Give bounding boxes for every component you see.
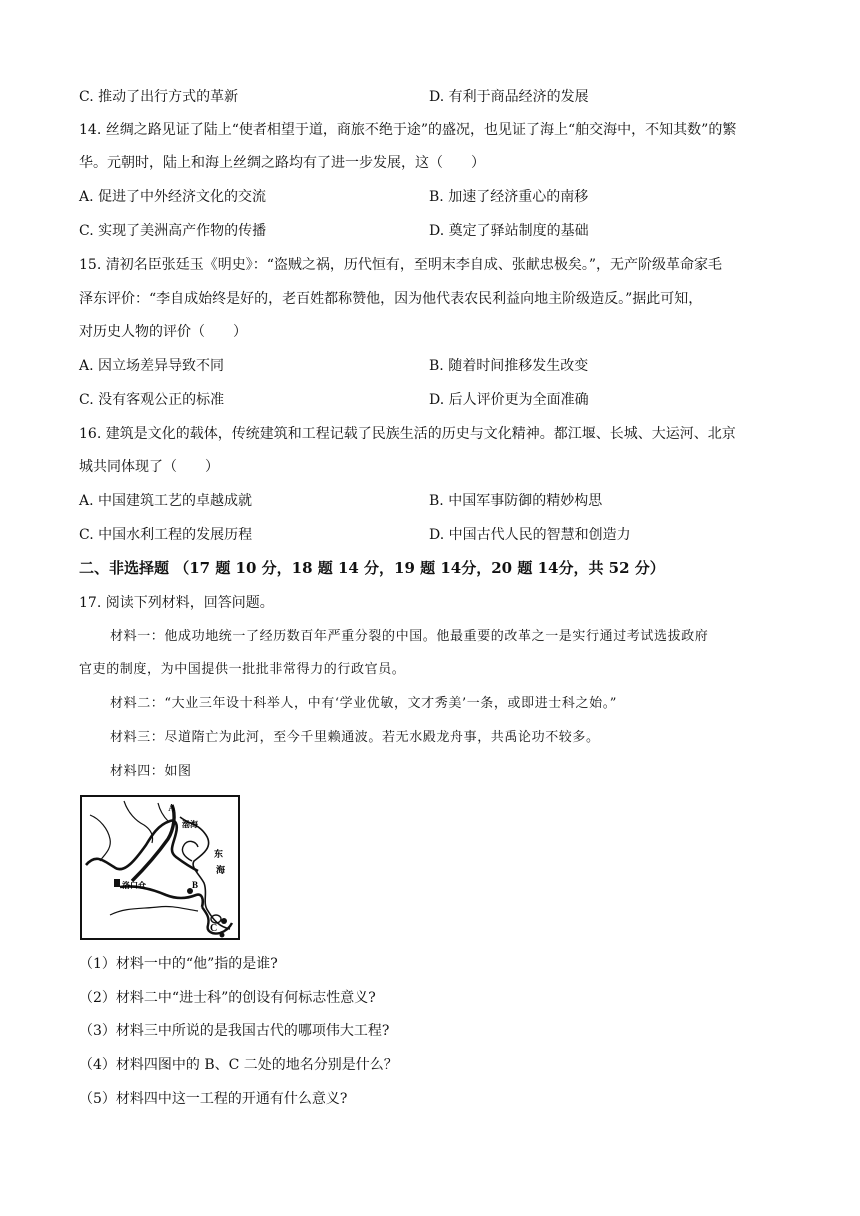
map-label-luokoucang: 洛口仓 — [122, 881, 146, 890]
q17-material1-line1: 材料一：他成功地统一了经历数百年严重分裂的中国。他最重要的改革之一是实行通过考试选拔政府 — [110, 629, 709, 644]
map-label-donghai-1: 东 — [214, 850, 224, 860]
q16-option-b[interactable]: B. 中国军事防御的精妙构思 — [429, 493, 603, 509]
q16-stem-line1: 16. 建筑是文化的载体，传统建筑和工程记载了民族生活的历史与文化精神。都江堰、长城、大运河、北京 — [79, 426, 736, 442]
point-c-marker — [220, 933, 225, 938]
q17-material1-line2: 官吏的制度，为中国提供一批批非常得力的行政官员。 — [79, 662, 406, 677]
q14-stem-line2: 华。元朝时，陆上和海上丝绸之路均有了进一步发展，这（ ） — [79, 155, 485, 171]
q16-options-cd — [79, 525, 799, 545]
q16-options-ab — [79, 491, 799, 511]
q14-option-d[interactable]: D. 奠定了驿站制度的基础 — [429, 223, 589, 239]
q17-material4: 材料四：如图 — [110, 764, 192, 779]
q17-intro: 17. 阅读下列材料，回答问题。 — [79, 595, 274, 611]
section2-title: 二、非选择题 （17 题 10 分，18 题 14 分，19 题 14分，20 题 14分，共 52 分） — [79, 559, 665, 577]
map-label-donghai-2: 海 — [216, 866, 226, 876]
map-label-a: A — [168, 803, 176, 814]
q13-option-d[interactable]: D. 有利于商品经济的发展 — [429, 89, 589, 105]
map-label-c: C — [210, 923, 218, 934]
luokoucang-marker — [114, 879, 120, 887]
q15-option-b[interactable]: B. 随着时间推移发生改变 — [429, 358, 589, 374]
grand-canal-map — [80, 795, 240, 940]
q15-stem-line3: 对历史人物的评价（ ） — [79, 324, 247, 340]
q15-options-ab — [79, 356, 799, 376]
q14-option-b[interactable]: B. 加速了经济重心的南移 — [429, 189, 589, 205]
q16-option-d[interactable]: D. 中国古代人民的智慧和创造力 — [429, 527, 631, 543]
q15-stem-line1: 15. 清初名臣张廷玉《明史》：“盗贼之祸，历代恒有，至明末李自成、张献忠极矣。”，无产阶级革命家毛 — [79, 257, 723, 273]
q17-sub1: （1）材料一中的“他”指的是谁? — [79, 956, 278, 972]
q17-material2: 材料二：“大业三年设十科举人，中有‘学业优敏，文才秀美’一条，或即进士科之始。” — [110, 696, 618, 711]
q14-options-ab — [79, 187, 799, 207]
q13-option-c[interactable]: C. 推动了出行方式的革新 — [79, 89, 239, 105]
q15-option-d[interactable]: D. 后人评价更为全面准确 — [429, 392, 589, 408]
q17-sub4: （4）材料四图中的 B、C 二处的地名分别是什么？ — [79, 1057, 398, 1073]
q14-stem-line1: 14. 丝绸之路见证了陆上“使者相望于道，商旅不绝于途”的盛况，也见证了海上“舶交海中，不知其数”的繁 — [79, 122, 737, 138]
q13-options-cd — [79, 87, 799, 107]
q15-options-cd — [79, 390, 799, 410]
q14-option-a[interactable]: A. 促进了中外经济文化的交流 — [79, 189, 267, 205]
q14-options-cd — [79, 221, 799, 241]
q16-stem-line2: 城共同体现了（ ） — [79, 459, 219, 475]
q15-stem-line2: 泽东评价：“李自成始终是好的，老百姓都称赞他，因为他代表农民利益向地主阶级造反。”据此可知， — [79, 291, 703, 307]
q15-option-a[interactable]: A. 因立场差异导致不同 — [79, 358, 225, 374]
lake-small — [221, 918, 227, 924]
map-label-b: B — [192, 880, 199, 890]
q16-option-a[interactable]: A. 中国建筑工艺的卓越成就 — [79, 493, 253, 509]
q14-option-c[interactable]: C. 实现了美洲高产作物的传播 — [79, 223, 267, 239]
q17-sub5: （5）材料四中这一工程的开通有什么意义? — [79, 1091, 348, 1107]
map-label-bohai: 渤海 — [182, 820, 198, 829]
q16-option-c[interactable]: C. 中国水利工程的发展历程 — [79, 527, 253, 543]
q17-sub3: （3）材料三中所说的是我国古代的哪项伟大工程? — [79, 1023, 390, 1039]
q17-material3: 材料三：尽道隋亡为此河，至今千里赖通波。若无水殿龙舟事，共禹论功不较多。 — [110, 730, 600, 745]
q15-option-c[interactable]: C. 没有客观公正的标准 — [79, 392, 225, 408]
q17-sub2: （2）材料二中“进士科”的创设有何标志性意义? — [79, 990, 376, 1006]
